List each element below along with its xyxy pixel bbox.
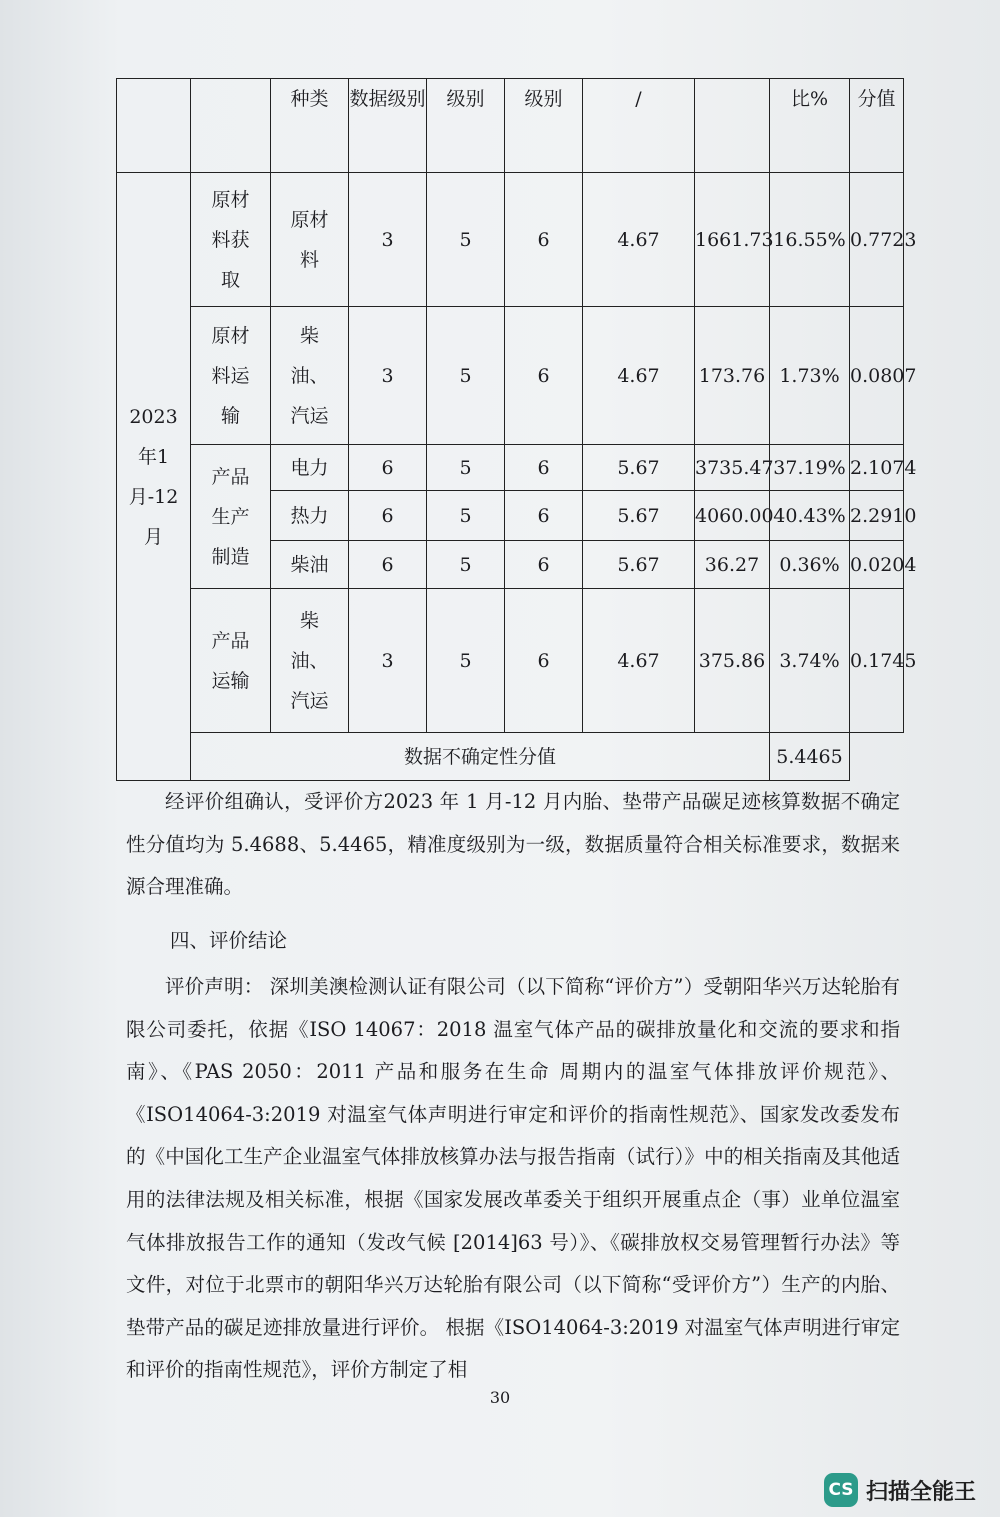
table-row (117, 307, 904, 445)
ratio-cell: 3.74% (770, 589, 850, 733)
total-value-cell: 5.4465 (770, 733, 850, 781)
evaluation-statement-paragraph: 评价声明： 深圳美澳检测认证有限公司（以下简称“评价方”）受朝阳华兴万达轮胎有限公司委托，依据《ISO 14067：2018 温室气体产品的碳排放量化和交流的要求和指南》、《PAS 2050：2011 产品和服务在生命 周期内的温室气体排放评价规范》、《ISO14064-3:2019 对温室气体声明进行审定和评价的指南性规范》、国家发改委发布的《中国化工生产企业温室气体排放核算办法与报告指南（试行）》中的相关指南及其他适用的法律法规及相关标准，根据《国家发展改革委关于组织开展重点企（事）业单位温室气体排放报告工作的通知（发改气候 [2014]63 号）》、《碳排放权交易管理暂行办法》等文件，对位于北票市的朝阳华兴万达轮胎有限公司（以下简称“受评价方”）生产的内胎、垫带产品的碳足迹排放量进行评价。 根据《ISO14064-3:2019 对温室气体声明进行审定和评价的指南性规范》，评价方制定了相 (126, 975, 900, 1382)
score-cell: 2.1074 (850, 445, 904, 491)
header-row (117, 79, 904, 173)
level-cell: 5 (427, 307, 505, 445)
emission-cell: 173.76 (695, 307, 770, 445)
header-cell-level-2: 级别 (505, 79, 583, 173)
table-row (117, 445, 904, 491)
total-label-cell: 数据不确定性分值 (191, 733, 770, 781)
uncertainty-table (116, 78, 917, 781)
kind-cell: 柴油、汽运 (271, 307, 349, 445)
level-cell: 6 (505, 491, 583, 541)
header-cell-ratio: 比% (770, 79, 850, 173)
header-cell-level-1: 级别 (427, 79, 505, 173)
table-row (117, 173, 904, 307)
average-cell: 5.67 (583, 541, 695, 589)
stage-cell-raw-acquire: 原材料获取 (191, 173, 271, 307)
data-level-cell: 6 (349, 541, 427, 589)
score-cell: 0.1745 (850, 589, 904, 733)
average-cell: 5.67 (583, 445, 695, 491)
header-cell-stage (191, 79, 271, 173)
level-cell: 6 (505, 541, 583, 589)
level-cell: 6 (505, 173, 583, 307)
ratio-cell: 1.73% (770, 307, 850, 445)
page-number: 30 (489, 1388, 511, 1407)
average-cell: 4.67 (583, 173, 695, 307)
kind-cell: 电力 (271, 445, 349, 491)
score-cell: 2.2910 (850, 491, 904, 541)
level-cell: 5 (427, 491, 505, 541)
confirmation-paragraph: 经评价组确认，受评价方2023 年 1 月-12 月内胎、垫带产品碳足迹核算数据不确定性分值均为 5.4688、5.4465，精准度级别为一级，数据质量符合相关标准要求，数据来源合理准确。 (126, 790, 900, 899)
data-level-cell: 3 (349, 173, 427, 307)
stage-cell-raw-transport: 原材料运输 (191, 307, 271, 445)
kind-cell: 柴油、汽运 (271, 589, 349, 733)
table-row (117, 589, 904, 733)
ratio-cell: 0.36% (770, 541, 850, 589)
score-cell: 0.0204 (850, 541, 904, 589)
period-cell: 2023年1月-12月 (117, 173, 191, 781)
header-cell-score: 分值 (850, 79, 904, 173)
level-cell: 6 (505, 445, 583, 491)
level-cell: 5 (427, 541, 505, 589)
data-level-cell: 6 (349, 445, 427, 491)
average-cell: 5.67 (583, 491, 695, 541)
ratio-cell: 16.55% (770, 173, 850, 307)
emission-cell: 3735.47 (695, 445, 770, 491)
level-cell: 5 (427, 445, 505, 491)
emission-cell: 1661.73 (695, 173, 770, 307)
header-cell-emission (695, 79, 770, 173)
header-blank-cell (117, 79, 191, 173)
ratio-cell: 37.19% (770, 445, 850, 491)
level-cell: 6 (505, 589, 583, 733)
watermark-text: 扫描全能王 (865, 1479, 976, 1505)
average-cell: 4.67 (583, 307, 695, 445)
data-level-cell: 3 (349, 307, 427, 445)
level-cell: 5 (427, 589, 505, 733)
data-level-cell: 3 (349, 589, 427, 733)
kind-cell: 柴油 (271, 541, 349, 589)
stage-cell-production: 产品生产制造 (191, 445, 271, 589)
stage-cell-transport: 产品运输 (191, 589, 271, 733)
level-cell: 6 (505, 307, 583, 445)
emission-cell: 375.86 (695, 589, 770, 733)
ratio-cell: 40.43% (770, 491, 850, 541)
header-cell-slash: / (583, 79, 695, 173)
emission-cell: 36.27 (695, 541, 770, 589)
cs-logo-icon: CS (824, 1473, 858, 1507)
level-cell: 5 (427, 173, 505, 307)
score-cell: 0.0807 (850, 307, 904, 445)
kind-cell: 热力 (271, 491, 349, 541)
section-heading: 四、评价结论 (170, 929, 288, 952)
total-row (117, 733, 904, 781)
header-cell-kind: 种类 (271, 79, 349, 173)
emission-cell: 4060.00 (695, 491, 770, 541)
header-cell-data-level: 数据级别 (349, 79, 427, 173)
average-cell: 4.67 (583, 589, 695, 733)
score-cell: 0.7723 (850, 173, 904, 307)
scanner-watermark (824, 1469, 976, 1511)
kind-cell: 原材料 (271, 173, 349, 307)
data-level-cell: 6 (349, 491, 427, 541)
